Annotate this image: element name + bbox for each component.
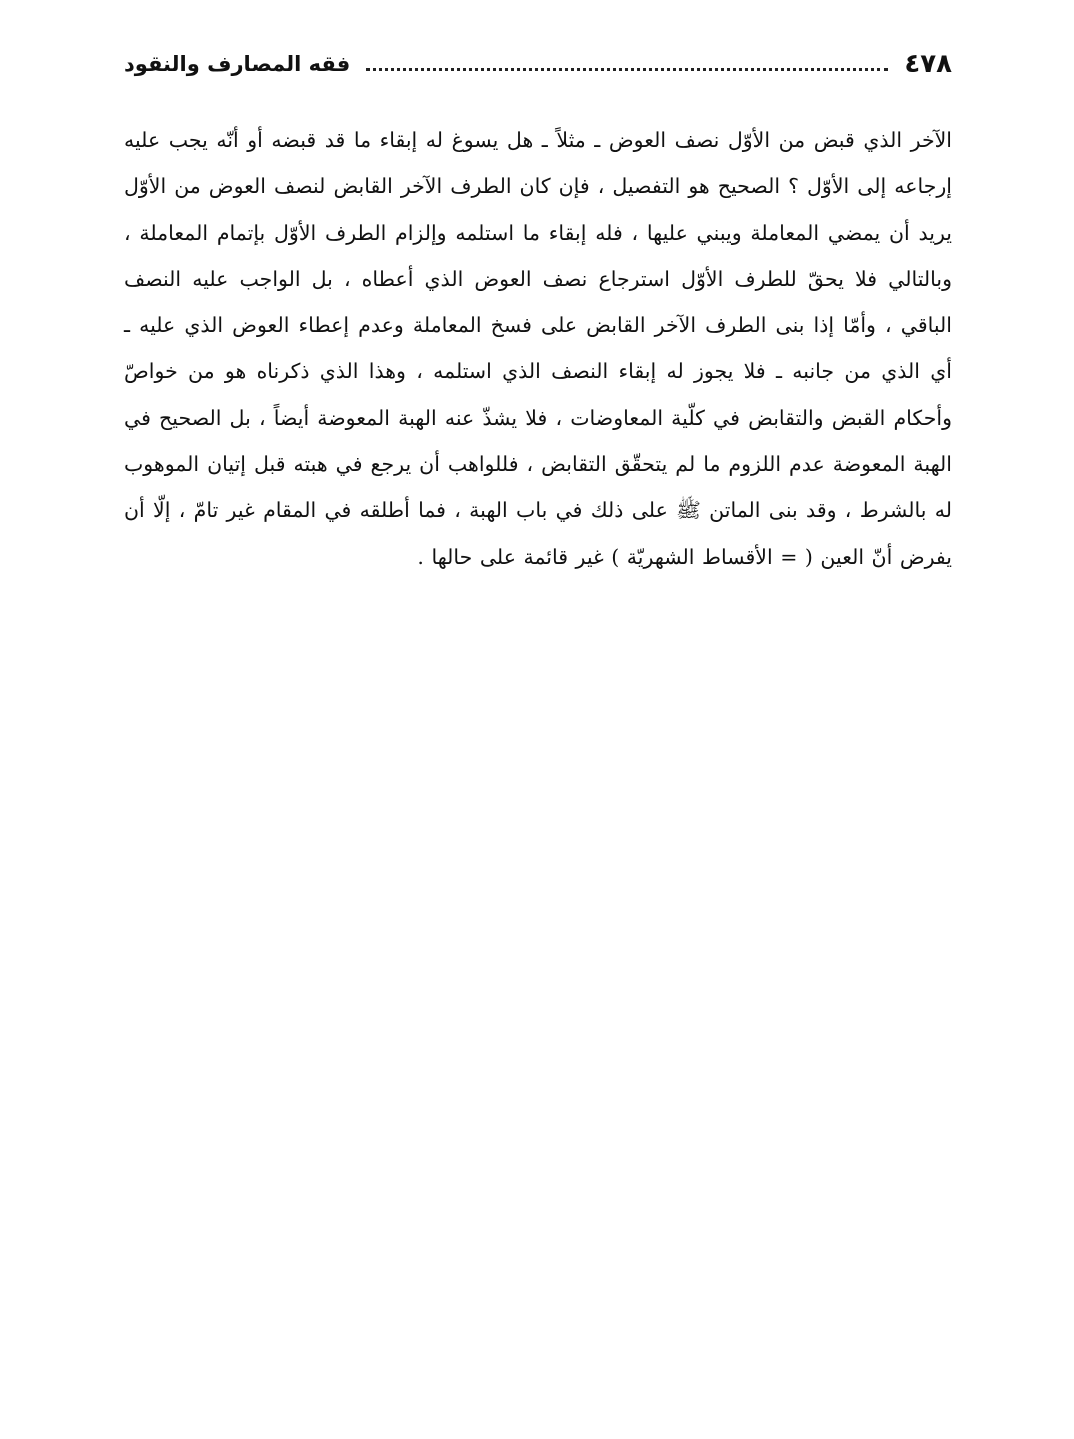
body-paragraph: الآخر الذي قبض من الأوّل نصف العوض ـ مثلاً ـ هل يسوغ له إبقاء ما قد قبضه أو أنّه يجب عليه إرجاعه إلى الأوّل ؟ الصحيح هو التفصيل ، فإن كان الطرف الآخر القابض لنصف العوض من الأوّل يريد أن يمضي المعاملة ويبني عليها ، فله إبقاء ما استلمه وإلزام الطرف الأوّل بإتمام المعاملة ، وبالتالي فلا يحقّ للطرف الأوّل استرجاع نصف العوض الذي أعطاه ، بل الواجب عليه النصف الباقي ، وأمّا إذا بنى الطرف الآخر القابض على فسخ المعاملة وعدم إعطاء العوض الذي عليه ـ أي الذي من جانبه ـ فلا يجوز له إبقاء النصف الذي استلمه ، وهذا الذي ذكرناه هو من خواصّ وأحكام القبض والتقابض في كلّية المعاوضات ، فلا يشذّ عنه الهبة المعوضة أيضاً ، بل الصحيح في الهبة المعوضة عدم اللزوم ما لم يتحقّق التقابض ، فللواهب أن يرجع في هبته قبل إتيان الموهوب له بالشرط ، وقد بنى الماتن ﷺ على ذلك في باب الهبة ، فما أطلقه في المقام غير تامّ ، إلّا أن يفرض أنّ العين ( = الأقساط الشهريّة ) غير قائمة على حالها . <box>124 128 952 569</box>
page-number: ٤٧٨ <box>904 49 952 79</box>
dotted-leader <box>366 68 888 71</box>
running-head <box>124 44 952 84</box>
book-title: فقه المصارف والنقود <box>124 52 351 76</box>
